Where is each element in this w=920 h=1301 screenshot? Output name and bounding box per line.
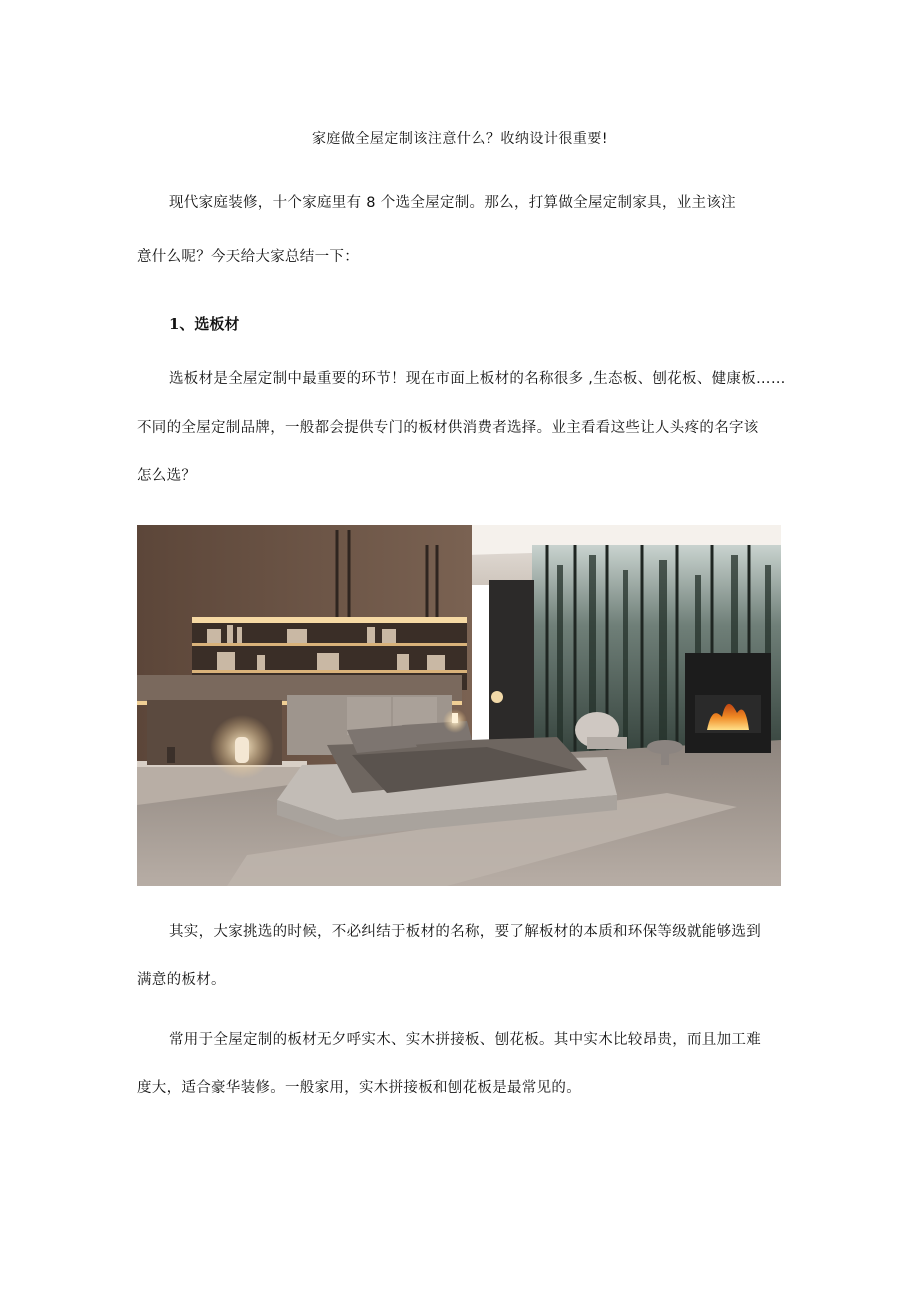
section-heading: 1、选板材 [169,315,240,333]
para1-line-2: 不同的全屋定制品牌，一般都会提供专门的板材供消费者选择。业主看看这些让人头疼的名字该 [137,420,759,436]
document-title: 家庭做全屋定制该注意什么？收纳设计很重要! [311,131,609,147]
para1-line-3: 怎么选？ [137,468,197,484]
para3-line-2: 度大，适合豪华装修。一般家用，实木拼接板和刨花板是最常见的。 [137,1080,581,1096]
intro-line-1: 现代家庭装修，十个家庭里有 8 个选全屋定制。那么，打算做全屋定制家具，业主该注 [169,195,736,211]
intro-line-2: 意什么呢？今天给大家总结一下： [137,249,359,265]
bedroom-photo [137,525,781,886]
para2-line-2: 满意的板材。 [137,972,226,988]
para1-line-1: 选板材是全屋定制中最重要的环节！现在市面上板材的名称很多 ,生态板、刨花板、健康板…… [169,371,786,387]
para3-line-1: 常用于全屋定制的板材无夕呼实木、实木拼接板、刨花板。其中实木比较昂贵，而且加工难 [169,1032,761,1048]
para2-line-1: 其实，大家挑选的时候，不必纠结于板材的名称，要了解板材的本质和环保等级就能够选到 [169,924,761,940]
